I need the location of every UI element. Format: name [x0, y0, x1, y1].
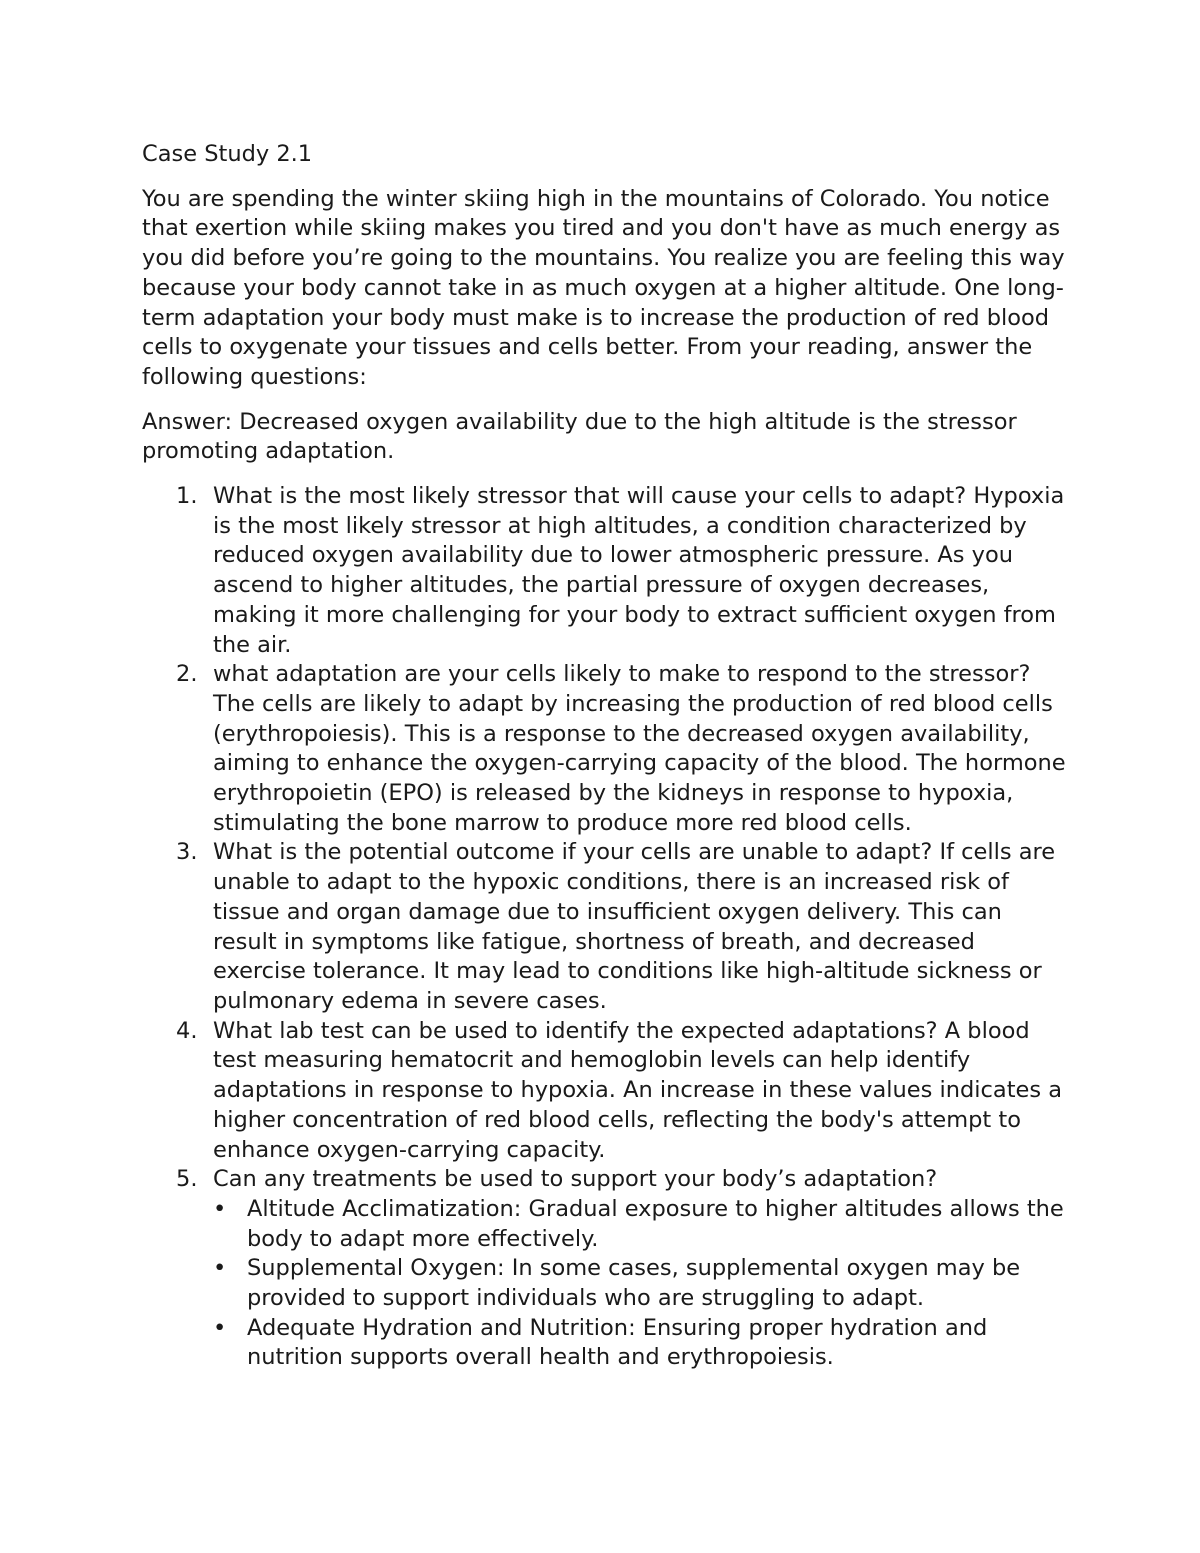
question-item — [142, 1165, 1072, 1373]
question-number: 1. — [176, 483, 198, 510]
question-item — [142, 1017, 1072, 1166]
question-number: 2. — [176, 661, 198, 688]
treatment-item — [213, 1254, 1072, 1313]
bullet-icon: • — [213, 1255, 227, 1282]
document-page — [142, 140, 1072, 1373]
answer-paragraph: Answer: Decreased oxygen availability due to the high altitude is the stressor promoting adaptation. — [142, 408, 1017, 465]
question-text: what adaptation are your cells likely to make to respond to the stressor? The cells are likely to adapt by increasing the production of red blood cells (erythropoiesis). This is a response to the decreased oxygen availability, aiming to enhance the oxygen-carrying capacity of the blood. The hormone erythropoietin (EPO) is released by the kidneys in response to hypoxia, stimulating the bone marrow to produce more red blood cells. — [213, 661, 1066, 836]
question-item — [142, 482, 1072, 660]
intro-paragraph: You are spending the winter skiing high in the mountains of Colorado. You notice that exertion while skiing makes you tired and you don't have as much energy as you did before you’re going to the mountains. You realize you are feeling this way because your body cannot take in as much oxygen at a higher altitude. One long-term adaptation your body must make is to increase the production of red blood cells to oxygenate your tissues and cells better. From your reading, answer the following questions: — [142, 185, 1065, 390]
questions-list — [142, 482, 1072, 1373]
question-number: 4. — [176, 1017, 198, 1044]
treatments-list — [213, 1195, 1072, 1373]
bullet-icon: • — [213, 1195, 227, 1222]
treatment-text: Supplemental Oxygen: In some cases, supplemental oxygen may be provided to support individuals who are struggling to adapt. — [247, 1255, 1021, 1312]
bullet-icon: • — [213, 1314, 227, 1341]
question-item — [142, 838, 1072, 1016]
question-text: What is the potential outcome if your cells are unable to adapt? If cells are unable to adapt to the hypoxic conditions, there is an increased risk of tissue and organ damage due to insufficient oxygen delivery. This can result in symptoms like fatigue, shortness of breath, and decreased exercise tolerance. It may lead to conditions like high-altitude sickness or pulmonary edema in severe cases. — [213, 839, 1056, 1014]
question-text: What is the most likely stressor that will cause your cells to adapt? Hypoxia is the most likely stressor at high altitudes, a condition characterized by reduced oxygen availability due to lower atmospheric pressure. As you ascend to higher altitudes, the partial pressure of oxygen decreases, making it more challenging for your body to extract sufficient oxygen from the air. — [213, 483, 1065, 658]
question-number: 5. — [176, 1166, 198, 1193]
question-text: What lab test can be used to identify the expected adaptations? A blood test measuring hematocrit and hemoglobin levels can help identify adaptations in response to hypoxia. An increase in these values indicates a higher concentration of red blood cells, reflecting the body's attempt to enhance oxygen-carrying capacity. — [213, 1017, 1063, 1163]
document-title: Case Study 2.1 — [142, 141, 313, 167]
question-item — [142, 660, 1072, 838]
question-number: 3. — [176, 839, 198, 866]
treatment-item — [213, 1314, 1072, 1373]
question-text: Can any treatments be used to support your body’s adaptation? — [213, 1166, 938, 1193]
treatment-text: Adequate Hydration and Nutrition: Ensuring proper hydration and nutrition supports overall health and erythropoiesis. — [247, 1314, 988, 1371]
treatment-item — [213, 1195, 1072, 1254]
treatment-text: Altitude Acclimatization: Gradual exposure to higher altitudes allows the body to adapt more effectively. — [247, 1195, 1064, 1252]
